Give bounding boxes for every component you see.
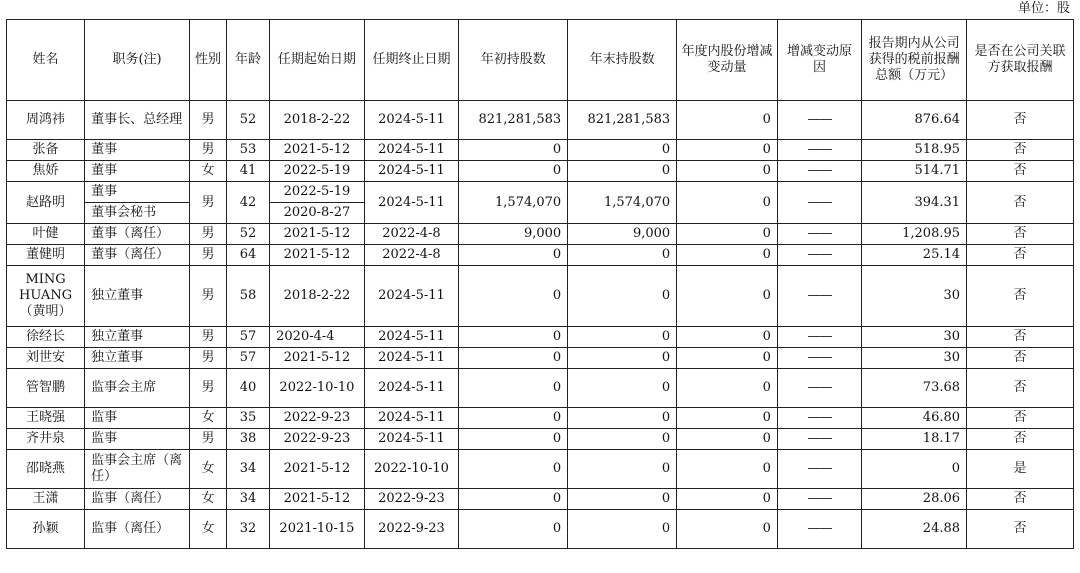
cell-pay: 30 <box>862 327 967 348</box>
cell-name: 董健明 <box>7 245 85 266</box>
cell-name: 焦娇 <box>7 161 85 182</box>
cell-name: 齐井泉 <box>7 429 85 450</box>
cell-position: 独立董事 <box>85 266 190 327</box>
cell-position: 董事长、总经理 <box>85 101 190 140</box>
cell-end-shares: 0 <box>568 161 677 182</box>
cell-name: 刘世安 <box>7 348 85 369</box>
cell-pay: 30 <box>862 348 967 369</box>
cell-gender: 女 <box>189 450 226 489</box>
cell-name: 孙颖 <box>7 510 85 549</box>
cell-end-shares: 9,000 <box>568 224 677 245</box>
cell-position: 董事 <box>85 182 190 203</box>
cell-related-pay: 否 <box>967 101 1074 140</box>
cell-term-start: 2022-10-10 <box>270 369 365 408</box>
cell-pay: 25.14 <box>862 245 967 266</box>
table-row <box>7 140 1074 161</box>
cell-gender: 男 <box>189 101 226 140</box>
cell-end-shares: 0 <box>568 510 677 549</box>
cell-term-end: 2024-5-11 <box>364 266 459 327</box>
header-age: 年龄 <box>226 20 269 101</box>
cell-begin-shares: 0 <box>459 450 568 489</box>
cell-term-end: 2022-9-23 <box>364 510 459 549</box>
cell-pay: 73.68 <box>862 369 967 408</box>
cell-change-reason: —— <box>777 101 861 140</box>
cell-name: 周鸿祎 <box>7 101 85 140</box>
cell-position: 董事（离任） <box>85 245 190 266</box>
unit-label: 单位：股 <box>1017 1 1070 16</box>
cell-gender: 男 <box>189 266 226 327</box>
cell-pay: 24.88 <box>862 510 967 549</box>
cell-position: 独立董事 <box>85 327 190 348</box>
cell-name: 叶健 <box>7 224 85 245</box>
cell-end-shares: 0 <box>568 408 677 429</box>
cell-age: 53 <box>226 140 269 161</box>
cell-position: 监事（离任） <box>85 510 190 549</box>
cell-term-start: 2022-5-19 <box>270 182 365 203</box>
cell-end-shares: 0 <box>568 489 677 510</box>
cell-change-qty: 0 <box>677 266 778 327</box>
cell-related-pay: 否 <box>967 510 1074 549</box>
cell-term-end: 2022-10-10 <box>364 450 459 489</box>
cell-position: 董事会秘书 <box>85 203 190 224</box>
cell-age: 40 <box>226 369 269 408</box>
cell-position: 监事（离任） <box>85 489 190 510</box>
cell-related-pay: 否 <box>967 489 1074 510</box>
cell-term-end: 2024-5-11 <box>364 182 459 224</box>
cell-position: 董事 <box>85 161 190 182</box>
cell-gender: 男 <box>189 348 226 369</box>
table-row <box>7 245 1074 266</box>
cell-term-end: 2024-5-11 <box>364 327 459 348</box>
cell-related-pay: 否 <box>967 266 1074 327</box>
cell-gender: 女 <box>189 408 226 429</box>
table-row <box>7 224 1074 245</box>
header-name: 姓名 <box>7 20 85 101</box>
cell-begin-shares: 0 <box>459 266 568 327</box>
cell-end-shares: 1,574,070 <box>568 182 677 224</box>
cell-change-reason: —— <box>777 245 861 266</box>
table-row <box>7 327 1074 348</box>
cell-position: 独立董事 <box>85 348 190 369</box>
cell-related-pay: 否 <box>967 429 1074 450</box>
cell-term-start: 2022-9-23 <box>270 408 365 429</box>
cell-term-start: 2018-2-22 <box>270 101 365 140</box>
cell-gender: 男 <box>189 327 226 348</box>
cell-term-start: 2021-5-12 <box>270 348 365 369</box>
cell-term-end: 2024-5-11 <box>364 408 459 429</box>
cell-gender: 女 <box>189 489 226 510</box>
cell-gender: 男 <box>189 182 226 224</box>
cell-name: MING HUANG（黄明） <box>7 266 85 327</box>
header-change-qty: 年度内股份增减变动量 <box>677 20 778 101</box>
cell-change-qty: 0 <box>677 101 778 140</box>
cell-age: 52 <box>226 224 269 245</box>
cell-change-reason: —— <box>777 429 861 450</box>
cell-end-shares: 0 <box>568 450 677 489</box>
cell-pay: 518.95 <box>862 140 967 161</box>
cell-gender: 女 <box>189 510 226 549</box>
cell-term-end: 2024-5-11 <box>364 348 459 369</box>
cell-change-reason: —— <box>777 161 861 182</box>
cell-change-reason: —— <box>777 450 861 489</box>
cell-age: 35 <box>226 408 269 429</box>
cell-change-qty: 0 <box>677 182 778 224</box>
cell-name: 徐经长 <box>7 327 85 348</box>
cell-term-start: 2021-5-12 <box>270 224 365 245</box>
cell-end-shares: 0 <box>568 327 677 348</box>
cell-change-qty: 0 <box>677 348 778 369</box>
cell-position: 董事（离任） <box>85 224 190 245</box>
cell-begin-shares: 0 <box>459 429 568 450</box>
cell-related-pay: 否 <box>967 161 1074 182</box>
cell-term-end: 2024-5-11 <box>364 161 459 182</box>
cell-age: 32 <box>226 510 269 549</box>
cell-gender: 男 <box>189 369 226 408</box>
cell-pay: 30 <box>862 266 967 327</box>
cell-gender: 男 <box>189 140 226 161</box>
header-change-reason: 增减变动原因 <box>777 20 861 101</box>
cell-change-reason: —— <box>777 327 861 348</box>
cell-begin-shares: 0 <box>459 161 568 182</box>
header-end-shares: 年末持股数 <box>568 20 677 101</box>
cell-end-shares: 821,281,583 <box>568 101 677 140</box>
cell-pay: 46.80 <box>862 408 967 429</box>
cell-pay: 28.06 <box>862 489 967 510</box>
cell-related-pay: 否 <box>967 369 1074 408</box>
header-position: 职务(注) <box>85 20 190 101</box>
cell-term-start: 2022-9-23 <box>270 429 365 450</box>
cell-term-end: 2022-4-8 <box>364 245 459 266</box>
header-row <box>7 20 1074 101</box>
cell-change-reason: —— <box>777 348 861 369</box>
cell-related-pay: 否 <box>967 348 1074 369</box>
cell-end-shares: 0 <box>568 369 677 408</box>
cell-term-start: 2022-5-19 <box>270 161 365 182</box>
cell-change-reason: —— <box>777 510 861 549</box>
cell-change-qty: 0 <box>677 429 778 450</box>
cell-change-qty: 0 <box>677 224 778 245</box>
cell-related-pay: 否 <box>967 327 1074 348</box>
cell-age: 42 <box>226 182 269 224</box>
table-row <box>7 161 1074 182</box>
cell-age: 57 <box>226 327 269 348</box>
cell-name: 赵路明 <box>7 182 85 224</box>
cell-begin-shares: 0 <box>459 348 568 369</box>
cell-term-end: 2022-4-8 <box>364 224 459 245</box>
cell-term-start: 2021-5-12 <box>270 489 365 510</box>
cell-age: 34 <box>226 450 269 489</box>
table-row <box>7 266 1074 327</box>
cell-gender: 男 <box>189 224 226 245</box>
cell-related-pay: 是 <box>967 450 1074 489</box>
cell-change-reason: —— <box>777 408 861 429</box>
cell-pay: 514.71 <box>862 161 967 182</box>
cell-age: 38 <box>226 429 269 450</box>
header-gender: 性别 <box>189 20 226 101</box>
cell-change-reason: —— <box>777 224 861 245</box>
cell-begin-shares: 0 <box>459 245 568 266</box>
cell-change-qty: 0 <box>677 327 778 348</box>
cell-related-pay: 否 <box>967 245 1074 266</box>
table-row <box>7 182 1074 203</box>
cell-term-start: 2020-8-27 <box>270 203 365 224</box>
cell-begin-shares: 0 <box>459 327 568 348</box>
cell-position: 董事 <box>85 140 190 161</box>
cell-name: 邵晓燕 <box>7 450 85 489</box>
cell-position: 监事会主席（离任） <box>85 450 190 489</box>
table-row <box>7 510 1074 549</box>
table-row <box>7 408 1074 429</box>
cell-begin-shares: 0 <box>459 369 568 408</box>
cell-change-qty: 0 <box>677 369 778 408</box>
cell-end-shares: 0 <box>568 140 677 161</box>
cell-end-shares: 0 <box>568 348 677 369</box>
cell-pay: 0 <box>862 450 967 489</box>
cell-change-qty: 0 <box>677 450 778 489</box>
cell-begin-shares: 0 <box>459 140 568 161</box>
cell-term-end: 2024-5-11 <box>364 140 459 161</box>
cell-age: 58 <box>226 266 269 327</box>
cell-begin-shares: 0 <box>459 489 568 510</box>
cell-term-start: 2018-2-22 <box>270 266 365 327</box>
cell-term-end: 2024-5-11 <box>364 369 459 408</box>
cell-change-reason: —— <box>777 140 861 161</box>
cell-begin-shares: 9,000 <box>459 224 568 245</box>
cell-name: 张备 <box>7 140 85 161</box>
header-pay: 报告期内从公司获得的税前报酬总额（万元） <box>862 20 967 101</box>
cell-change-reason: —— <box>777 489 861 510</box>
cell-term-start: 2021-10-15 <box>270 510 365 549</box>
table-row <box>7 369 1074 408</box>
cell-change-reason: —— <box>777 369 861 408</box>
cell-begin-shares: 0 <box>459 510 568 549</box>
cell-name: 王晓强 <box>7 408 85 429</box>
cell-change-qty: 0 <box>677 408 778 429</box>
cell-change-qty: 0 <box>677 510 778 549</box>
table-row <box>7 429 1074 450</box>
cell-change-qty: 0 <box>677 245 778 266</box>
table-row <box>7 450 1074 489</box>
cell-related-pay: 否 <box>967 408 1074 429</box>
cell-age: 64 <box>226 245 269 266</box>
cell-term-end: 2022-9-23 <box>364 489 459 510</box>
cell-position: 监事会主席 <box>85 369 190 408</box>
table-row <box>7 348 1074 369</box>
cell-term-start: 2021-5-12 <box>270 245 365 266</box>
header-related-pay: 是否在公司关联方获取报酬 <box>967 20 1074 101</box>
cell-end-shares: 0 <box>568 245 677 266</box>
cell-name: 王潇 <box>7 489 85 510</box>
table-row <box>7 101 1074 140</box>
cell-change-reason: —— <box>777 266 861 327</box>
cell-end-shares: 0 <box>568 429 677 450</box>
cell-change-qty: 0 <box>677 161 778 182</box>
cell-term-start: 2021-5-12 <box>270 140 365 161</box>
cell-related-pay: 否 <box>967 224 1074 245</box>
cell-age: 34 <box>226 489 269 510</box>
header-term-start: 任期起始日期 <box>270 20 365 101</box>
cell-pay: 876.64 <box>862 101 967 140</box>
cell-related-pay: 否 <box>967 140 1074 161</box>
cell-pay: 18.17 <box>862 429 967 450</box>
cell-gender: 女 <box>189 161 226 182</box>
cell-change-reason: —— <box>777 182 861 224</box>
cell-begin-shares: 0 <box>459 408 568 429</box>
cell-change-qty: 0 <box>677 140 778 161</box>
cell-position: 监事 <box>85 408 190 429</box>
cell-term-start: 2021-5-12 <box>270 450 365 489</box>
cell-pay: 1,208.95 <box>862 224 967 245</box>
cell-age: 57 <box>226 348 269 369</box>
header-begin-shares: 年初持股数 <box>459 20 568 101</box>
cell-age: 52 <box>226 101 269 140</box>
cell-related-pay: 否 <box>967 182 1074 224</box>
table-row <box>7 489 1074 510</box>
header-term-end: 任期终止日期 <box>364 20 459 101</box>
cell-end-shares: 0 <box>568 266 677 327</box>
cell-begin-shares: 1,574,070 <box>459 182 568 224</box>
cell-gender: 男 <box>189 429 226 450</box>
cell-begin-shares: 821,281,583 <box>459 101 568 140</box>
cell-pay: 394.31 <box>862 182 967 224</box>
cell-position: 监事 <box>85 429 190 450</box>
cell-term-start: 2020-4-4 <box>270 327 365 348</box>
cell-term-end: 2024-5-11 <box>364 101 459 140</box>
executive-shareholding-table <box>6 19 1074 549</box>
cell-name: 管智鹏 <box>7 369 85 408</box>
cell-gender: 男 <box>189 245 226 266</box>
cell-term-end: 2024-5-11 <box>364 429 459 450</box>
cell-age: 41 <box>226 161 269 182</box>
cell-change-qty: 0 <box>677 489 778 510</box>
